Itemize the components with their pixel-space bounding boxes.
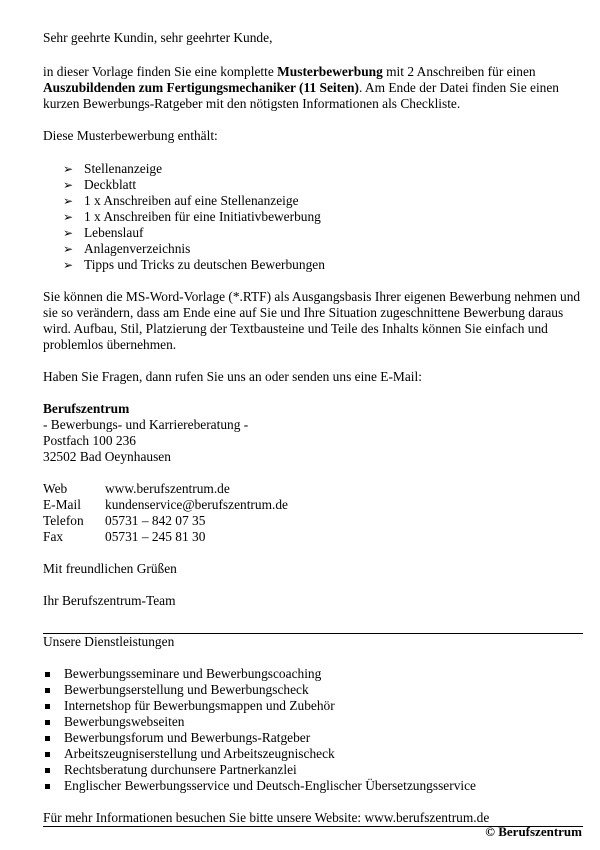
list-item: Bewerbungsforum und Bewerbungs-Ratgeber	[43, 730, 583, 746]
copyright-notice: © Berufszentrum	[485, 824, 582, 839]
list-item: ➢ 1 x Anschreiben auf eine Stellenanzeige	[63, 193, 299, 208]
contents-list	[43, 161, 583, 273]
fax-number: 05731 – 245 81 30	[105, 529, 206, 544]
intro-text-1: in dieser Vorlage finden Sie eine komplette	[43, 64, 278, 79]
square-bullet-icon	[45, 736, 50, 741]
arrow-bullet-icon: ➢	[63, 242, 74, 256]
contact-label: E-Mail	[43, 497, 81, 512]
intro-bold-position: Auszubildenden zum Fertigungsmechaniker (11 Seiten)	[43, 80, 359, 95]
contact-block	[43, 481, 583, 545]
square-bullet-icon	[45, 752, 50, 757]
arrow-bullet-icon: ➢	[63, 194, 74, 208]
intro-text-2: mit 2 Anschreiben für einen	[382, 64, 536, 79]
arrow-bullet-icon: ➢	[63, 258, 74, 272]
more-info-line: Für mehr Informationen besuchen Sie bitte unsere Website: www.berufszentrum.de	[43, 810, 583, 827]
square-bullet-icon	[45, 720, 50, 725]
contact-row-phone	[43, 513, 583, 529]
organization-name: Berufszentrum	[43, 401, 130, 416]
list-item: Internetshop für Bewerbungsmappen und Zubehör	[43, 698, 583, 714]
square-bullet-icon	[45, 784, 50, 789]
document-page	[43, 30, 583, 827]
square-bullet-icon	[45, 672, 50, 677]
list-item: Englischer Bewerbungsservice und Deutsch-Englischer Übersetzungsservice	[43, 778, 583, 794]
website-link[interactable]: www.berufszentrum.de	[105, 481, 230, 496]
contact-label: Web	[43, 481, 68, 496]
postbox: Postfach 100 236	[43, 433, 136, 448]
signature: Ihr Berufszentrum-Team	[43, 593, 176, 608]
arrow-bullet-icon: ➢	[63, 162, 74, 176]
contact-row-email	[43, 497, 583, 513]
contact-row-fax	[43, 529, 583, 545]
list-item: Arbeitszeugniserstellung und Arbeitszeugnischeck	[43, 746, 583, 762]
organization-tagline: - Bewerbungs- und Karriereberatung -	[43, 417, 249, 432]
contact-row-web	[43, 481, 583, 497]
list-item: ➢ Anlagenverzeichnis	[63, 241, 191, 256]
phone-number: 05731 – 842 07 35	[105, 513, 206, 528]
arrow-bullet-icon: ➢	[63, 178, 74, 192]
list-item: Rechtsberatung durchunsere Partnerkanzlei	[43, 762, 583, 778]
intro-bold-musterbewerbung: Musterbewerbung	[277, 64, 383, 79]
list-item: Bewerbungsseminare und Bewerbungscoaching	[43, 666, 583, 682]
list-item: ➢ Stellenanzeige	[63, 161, 163, 176]
city: 32502 Bad Oeynhausen	[43, 449, 171, 464]
arrow-bullet-icon: ➢	[63, 226, 74, 240]
intro-paragraph	[43, 64, 583, 112]
intro-text-3: . Am Ende der Datei finden Sie einen kurzen Bewerbungs-Ratgeber mit den nötigsten Informationen als Checkliste.	[43, 80, 559, 111]
square-bullet-icon	[45, 768, 50, 773]
list-item: ➢ Tipps und Tricks zu deutschen Bewerbungen	[63, 257, 325, 272]
square-bullet-icon	[45, 688, 50, 693]
contents-heading: Diese Musterbewerbung enthält:	[43, 128, 218, 143]
closing: Mit freundlichen Grüßen	[43, 561, 177, 576]
questions-paragraph: Haben Sie Fragen, dann rufen Sie uns an oder senden uns eine E-Mail:	[43, 369, 422, 384]
list-item: Bewerbungserstellung und Bewerbungscheck	[43, 682, 583, 698]
list-item: Bewerbungswebseiten	[43, 714, 583, 730]
list-item: ➢ 1 x Anschreiben für eine Initiativbewerbung	[63, 209, 321, 224]
square-bullet-icon	[45, 704, 50, 709]
contact-label: Fax	[43, 529, 64, 544]
services-heading: Unsere Dienstleistungen	[43, 633, 583, 650]
list-item: ➢ Deckblatt	[63, 177, 137, 192]
services-list	[43, 666, 583, 794]
usage-paragraph: Sie können die MS-Word-Vorlage (*.RTF) als Ausgangsbasis Ihrer eigenen Bewerbung nehmen und sie so verändern, dass am Ende eine auf Sie und Ihre Situation zugeschnittene Bewerbung daraus wird. Aufbau, Stil, Platzierung der Textbausteine und Teile des Inhalts können Sie einfach und problemlos übernehmen.	[43, 289, 581, 352]
salutation: Sehr geehrte Kundin, sehr geehrter Kunde,	[43, 30, 273, 45]
arrow-bullet-icon: ➢	[63, 210, 74, 224]
contact-label: Telefon	[43, 513, 84, 528]
list-item: ➢ Lebenslauf	[63, 225, 144, 240]
email-link[interactable]: kundenservice@berufszentrum.de	[105, 497, 288, 512]
address-block	[43, 401, 583, 465]
